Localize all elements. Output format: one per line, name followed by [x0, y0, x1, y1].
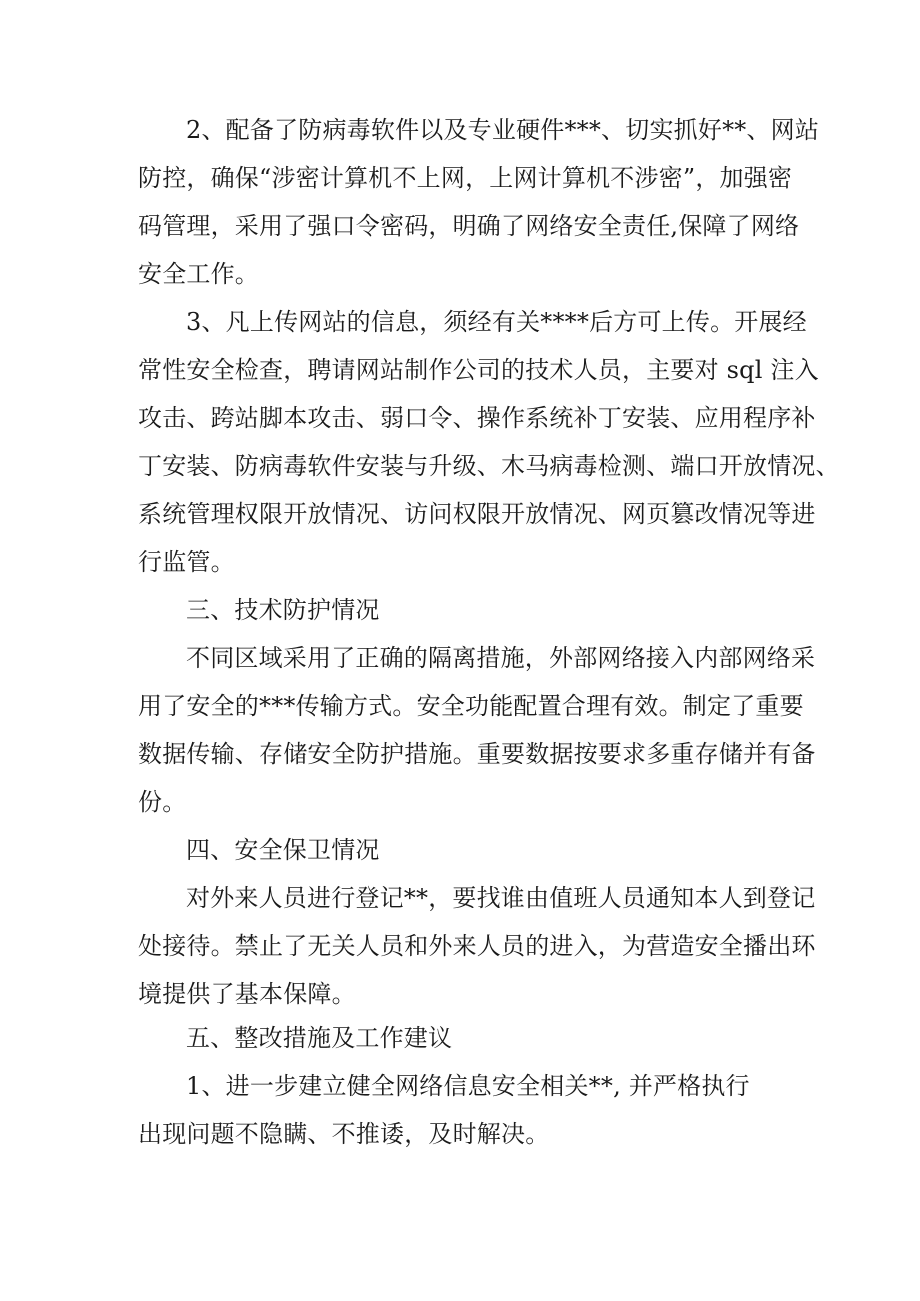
paragraph-2-line-1: 2、配备了防病毒软件以及专业硬件***、切实抓好**、网站	[186, 116, 820, 144]
paragraph-tech-line-4: 份。	[138, 788, 187, 816]
paragraph-security-line-1: 对外来人员进行登记**，要找谁由值班人员通知本人到登记	[186, 884, 816, 912]
section-heading-5: 五、整改措施及工作建议	[186, 1024, 453, 1052]
paragraph-3-line-6: 行监管。	[138, 548, 235, 576]
paragraph-improve-line-2: 出现问题不隐瞒、不推诿，及时解决。	[138, 1120, 550, 1148]
paragraph-improve-line-1: 1、进一步建立健全网络信息安全相关**, 并严格执行	[186, 1072, 750, 1100]
paragraph-2-line-4: 安全工作。	[138, 260, 259, 288]
paragraph-3-line-2: 常性安全检查，聘请网站制作公司的技术人员，主要对 sql 注入	[138, 356, 819, 384]
paragraph-3-line-4: 丁安装、防病毒软件安装与升级、木马病毒检测、端口开放情况、	[138, 452, 840, 480]
paragraph-tech-line-3: 数据传输、存储安全防护措施。重要数据按要求多重存储并有备	[138, 740, 816, 768]
paragraph-3-line-3: 攻击、跨站脚本攻击、弱口令、操作系统补丁安装、应用程序补	[138, 404, 816, 432]
section-heading-3: 三、技术防护情况	[186, 596, 380, 624]
paragraph-2-line-3: 码管理，采用了强口令密码，明确了网络安全责任,保障了网络	[138, 212, 800, 240]
paragraph-tech-line-1: 不同区域采用了正确的隔离措施，外部网络接入内部网络采	[186, 644, 816, 672]
paragraph-security-line-3: 境提供了基本保障。	[138, 980, 356, 1008]
section-heading-4: 四、安全保卫情况	[186, 836, 380, 864]
paragraph-2-line-2: 防控，确保“涉密计算机不上网，上网计算机不涉密”，加强密	[138, 164, 793, 192]
paragraph-3-line-5: 系统管理权限开放情况、访问权限开放情况、网页篡改情况等进	[138, 500, 816, 528]
paragraph-3-line-1: 3、凡上传网站的信息，须经有关****后方可上传。开展经	[186, 308, 807, 336]
paragraph-security-line-2: 处接待。禁止了无关人员和外来人员的进入，为营造安全播出环	[138, 932, 816, 960]
paragraph-tech-line-2: 用了安全的***传输方式。安全功能配置合理有效。制定了重要	[138, 692, 804, 720]
